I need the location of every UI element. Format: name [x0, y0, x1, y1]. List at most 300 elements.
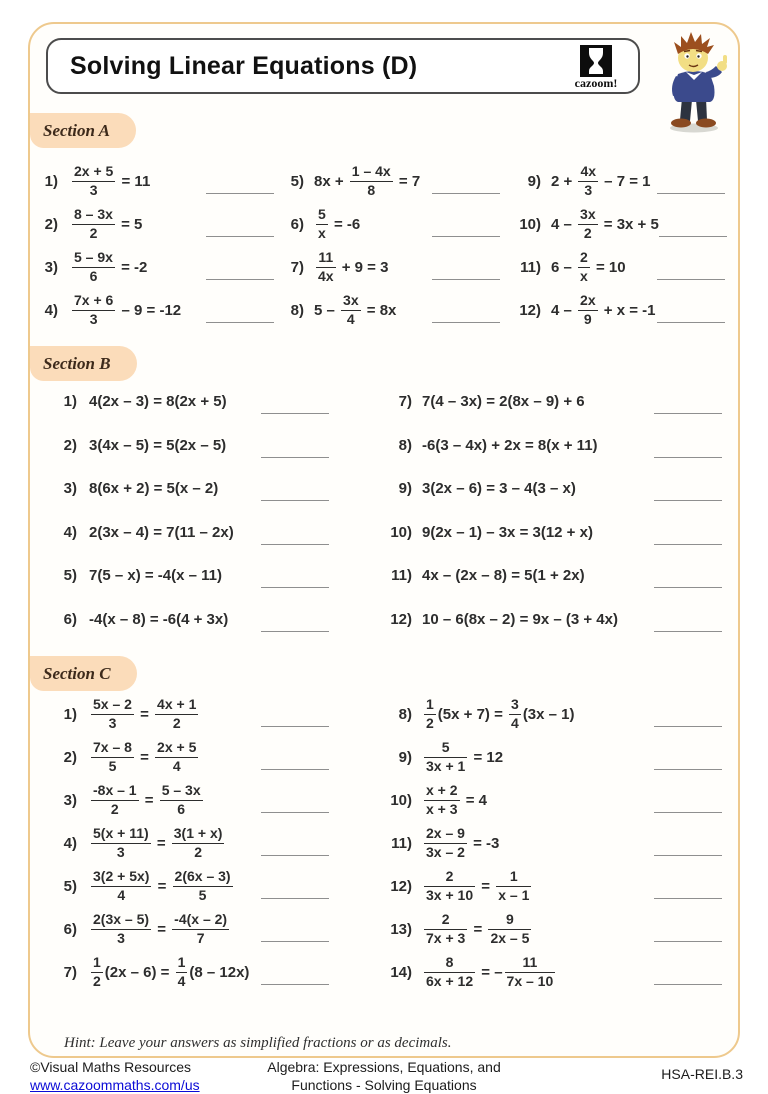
fraction-numerator: 8 — [445, 954, 454, 971]
equation-text: = — [140, 792, 158, 809]
equation-text: -4(x – 8) = -6(4 + 3x) — [89, 610, 229, 628]
equation-text: 8(6x + 2) = 5(x – 2) — [89, 480, 219, 498]
question-number: 7) — [290, 259, 304, 276]
question-row — [55, 424, 329, 468]
answer-blank — [261, 898, 329, 899]
fraction — [424, 869, 475, 904]
fraction-numerator: 2 — [441, 911, 450, 928]
equation-text: 4x – (2x – 8) = 5(1 + 2x) — [422, 567, 585, 585]
equation-text: 2(3x – 4) = 7(11 – 2x) — [89, 523, 234, 541]
answer-blank — [261, 941, 329, 942]
answer-blank — [659, 236, 727, 237]
equation-text: = — [469, 921, 487, 938]
fraction — [91, 826, 151, 861]
fraction-denominator: x — [580, 268, 588, 285]
fraction — [341, 293, 361, 328]
fraction-numerator: 1 – 4x — [351, 163, 391, 180]
question-number: 3) — [63, 480, 77, 498]
question-row — [388, 736, 722, 779]
equation-text: = — [135, 749, 154, 766]
fraction-numerator: 2x + 5 — [74, 163, 114, 180]
question-row — [280, 289, 500, 332]
fraction — [72, 164, 115, 199]
equation-text: 4 – — [551, 216, 577, 233]
answer-blank — [432, 322, 500, 323]
cazoom-logo-icon — [580, 45, 612, 77]
question-row — [55, 693, 329, 736]
fraction-numerator: 2x + 5 — [157, 739, 197, 756]
question-number: 5) — [63, 878, 77, 895]
question-row — [388, 511, 722, 555]
equation — [422, 955, 557, 990]
fraction-denominator: 3 — [89, 311, 98, 328]
equation-text: = 7 — [394, 173, 421, 190]
equation — [551, 164, 650, 199]
question-row — [517, 289, 725, 332]
answer-blank — [261, 769, 329, 770]
answer-blank — [654, 587, 722, 588]
fraction — [72, 293, 115, 328]
question-number: 5) — [63, 567, 77, 585]
question-row — [55, 511, 329, 555]
equation — [422, 393, 585, 410]
equation-text: = 11 — [117, 173, 151, 190]
equation-text: 4(2x – 3) = 8(2x + 5) — [89, 393, 227, 411]
answer-blank — [654, 812, 722, 813]
section-b-column-1 — [55, 380, 329, 641]
answer-blank — [206, 322, 274, 323]
question-row — [388, 693, 722, 736]
equation — [422, 480, 576, 497]
fraction-denominator: 7x + 3 — [426, 930, 466, 947]
equation — [422, 567, 585, 584]
section-a-badge — [30, 113, 136, 148]
fraction-numerator: 5 – 9x — [74, 249, 113, 266]
question-row — [388, 865, 722, 908]
fraction — [488, 912, 531, 947]
fraction-denominator: 2 — [583, 225, 592, 242]
fraction-numerator: 7x + 6 — [74, 292, 114, 309]
fraction-denominator: 3 — [108, 715, 117, 732]
question-row — [517, 160, 725, 203]
fraction-numerator: 5x – 2 — [93, 696, 132, 713]
fraction-denominator: 4 — [346, 311, 355, 328]
question-number: 5) — [290, 173, 304, 190]
equation — [314, 250, 388, 285]
question-row — [280, 203, 500, 246]
answer-blank — [261, 726, 329, 727]
fraction — [424, 740, 467, 775]
fraction-denominator: 3x + 1 — [426, 758, 466, 775]
question-number: 13) — [390, 921, 412, 938]
question-number: 7) — [63, 964, 77, 981]
equation-text: 7(4 – 3x) = 2(8x – 9) + 6 — [422, 393, 585, 411]
section-c-column-1 — [55, 693, 329, 994]
equation — [70, 293, 181, 328]
answer-blank — [654, 726, 722, 727]
answer-blank — [654, 984, 722, 985]
equation-text: 7(5 – x) = -4(x – 11) — [89, 567, 222, 585]
section-b-column-2 — [388, 380, 722, 641]
hint-text: Hint: Leave your answers as simplified fractions or as decimals. — [64, 1035, 452, 1051]
fraction-denominator: 5 — [108, 758, 117, 775]
fraction-denominator: 6 — [177, 801, 186, 818]
equation — [422, 437, 598, 454]
question-number: 11) — [520, 259, 541, 276]
equation-text: = 5 — [116, 216, 143, 233]
equation-text: (2x – 6) = — [104, 964, 174, 981]
fraction-numerator: 3x — [343, 292, 359, 309]
question-row — [388, 424, 722, 468]
equation-text: (5x + 7) = — [437, 706, 508, 723]
equation-text: = 4 — [461, 792, 487, 809]
question-number: 1) — [44, 173, 58, 190]
fraction — [350, 164, 393, 199]
fraction — [172, 912, 229, 947]
equation — [422, 524, 593, 541]
equation — [89, 567, 222, 584]
answer-blank — [654, 855, 722, 856]
fraction-numerator: 3(1 + x) — [173, 825, 223, 842]
question-row — [388, 380, 722, 424]
fraction-denominator: 2 — [110, 801, 119, 818]
equation-text: 5 – — [314, 302, 340, 319]
answer-blank — [261, 544, 329, 545]
answer-blank — [261, 855, 329, 856]
section-a-label: Section A — [43, 120, 110, 140]
fraction — [424, 783, 460, 818]
worksheet-border — [28, 22, 740, 1058]
question-row — [388, 951, 722, 994]
answer-blank — [261, 587, 329, 588]
equation-text: = — [152, 835, 170, 852]
equation — [422, 697, 575, 732]
equation-text: 9(2x – 1) – 3x = 3(12 + x) — [422, 523, 593, 541]
equation-text: = -2 — [116, 259, 148, 276]
equation-text: + x = -1 — [599, 302, 656, 319]
equation-text: = — [153, 921, 171, 938]
answer-blank — [654, 500, 722, 501]
fraction — [424, 912, 467, 947]
fraction-numerator: 1 — [426, 696, 434, 713]
question-number: 10) — [519, 216, 541, 233]
answer-blank — [657, 279, 725, 280]
fraction-numerator: -8x – 1 — [93, 782, 137, 799]
question-number: 4) — [63, 835, 77, 852]
answer-blank — [206, 236, 274, 237]
fraction — [496, 869, 531, 904]
answer-blank — [654, 941, 722, 942]
section-b-label: Section B — [43, 353, 111, 373]
fraction-denominator: 8 — [367, 182, 376, 199]
mascot-illustration — [648, 28, 740, 134]
fraction-numerator: 2 — [445, 868, 454, 885]
section-a-column-1 — [38, 160, 274, 332]
equation-text: 10 – 6(8x – 2) = 9x – (3 + 4x) — [422, 610, 618, 628]
equation — [89, 437, 226, 454]
answer-blank — [432, 193, 500, 194]
question-number: 12) — [519, 302, 541, 319]
fraction-denominator: 2x – 5 — [490, 930, 530, 947]
question-number: 6) — [63, 610, 77, 628]
equation — [70, 207, 142, 242]
fraction-numerator: 4x — [580, 163, 597, 180]
fraction — [91, 912, 151, 947]
fraction — [578, 293, 598, 328]
equation — [89, 783, 205, 818]
fraction-denominator: 2 — [194, 844, 202, 861]
fraction-numerator: 5 – 3x — [161, 782, 201, 799]
equation-text: = 3x + 5 — [599, 216, 659, 233]
fraction-numerator: 2 — [580, 249, 588, 266]
fraction — [578, 207, 598, 242]
answer-blank — [206, 193, 274, 194]
answer-blank — [261, 631, 329, 632]
equation-text: (8 – 12x) — [189, 964, 250, 981]
question-number: 6) — [290, 216, 304, 233]
fraction-numerator: 1 — [177, 954, 186, 971]
equation — [422, 869, 533, 904]
equation — [70, 250, 147, 285]
equation — [89, 955, 249, 990]
question-number: 6) — [63, 921, 77, 938]
equation-text: 8x + — [314, 173, 348, 190]
equation — [422, 783, 487, 818]
fraction-numerator: 3(2 + 5x) — [93, 868, 150, 885]
standard-code: HSA-REI.B.3 — [661, 1066, 743, 1082]
answer-blank — [657, 193, 725, 194]
equation-text: = 12 — [469, 749, 504, 766]
question-row — [388, 822, 722, 865]
fraction — [160, 783, 203, 818]
section-c-label: Section C — [43, 663, 111, 683]
fraction-numerator: 2(3x – 5) — [93, 911, 150, 928]
fraction — [316, 250, 336, 285]
fraction-numerator: 5(x + 11) — [93, 825, 149, 842]
answer-blank — [261, 984, 329, 985]
question-number: 2) — [63, 749, 77, 766]
fraction — [578, 250, 590, 285]
question-number: 1) — [63, 706, 77, 723]
equation-text: = -3 — [468, 835, 500, 852]
footer-topic — [234, 1058, 534, 1094]
question-number: 12) — [390, 878, 412, 895]
fraction — [316, 207, 328, 242]
question-row — [55, 736, 329, 779]
section-a-column-3 — [517, 160, 725, 332]
fraction-numerator: 2x – 9 — [426, 825, 465, 842]
fraction-denominator: 5 — [198, 887, 207, 904]
answer-blank — [261, 500, 329, 501]
fraction-numerator: 11 — [318, 249, 334, 266]
question-number: 12) — [390, 610, 412, 628]
question-number: 14) — [390, 964, 412, 981]
fraction — [91, 740, 134, 775]
equation — [551, 293, 655, 328]
fraction — [155, 740, 198, 775]
equation — [89, 697, 200, 732]
fraction-numerator: 5 — [318, 206, 326, 223]
equation-text: = — [477, 878, 495, 895]
fraction-numerator: -4(x – 2) — [174, 911, 228, 928]
answer-blank — [654, 457, 722, 458]
fraction — [509, 697, 521, 732]
section-c-column-2 — [388, 693, 722, 994]
fraction-denominator: 9 — [583, 311, 592, 328]
question-number: 11) — [391, 567, 412, 585]
answer-blank — [432, 236, 500, 237]
equation — [89, 740, 200, 775]
question-row — [388, 779, 722, 822]
fraction-numerator: 3 — [511, 696, 519, 713]
question-number: 9) — [527, 173, 541, 190]
question-number: 4) — [63, 523, 77, 541]
equation — [422, 826, 499, 861]
fraction-denominator: 4 — [117, 887, 126, 904]
fraction-denominator: 3x – 2 — [426, 844, 465, 861]
equation — [89, 611, 228, 628]
equation — [89, 912, 231, 947]
answer-blank — [654, 769, 722, 770]
question-number: 8) — [290, 302, 304, 319]
fraction-denominator: x – 1 — [498, 887, 530, 904]
fraction-denominator: 3 — [116, 844, 125, 861]
question-row — [55, 779, 329, 822]
question-row — [38, 160, 274, 203]
fraction-numerator: 9 — [506, 911, 514, 928]
fraction-denominator: 7x – 10 — [506, 973, 554, 990]
question-number: 10) — [390, 792, 412, 809]
equation-text: 3(4x – 5) = 5(2x – 5) — [89, 436, 227, 454]
question-number: 9) — [398, 480, 412, 498]
equation-text: – 9 = -12 — [117, 302, 182, 319]
fraction-denominator: 2 — [426, 715, 434, 732]
answer-blank — [657, 322, 725, 323]
fraction-numerator: 5 — [441, 739, 450, 756]
fraction-numerator: 1 — [93, 954, 101, 971]
fraction — [72, 250, 115, 285]
question-row — [55, 554, 329, 598]
answer-blank — [654, 544, 722, 545]
equation-text: + 9 = 3 — [337, 259, 389, 276]
website-link[interactable]: www.cazoommaths.com/us — [30, 1077, 200, 1093]
question-row — [388, 598, 722, 642]
equation-text: = — [153, 878, 171, 895]
question-row — [55, 951, 329, 994]
question-row — [38, 289, 274, 332]
fraction-numerator: x + 2 — [426, 782, 458, 799]
section-c-badge — [30, 656, 137, 691]
answer-blank — [206, 279, 274, 280]
footer-left — [30, 1058, 200, 1094]
equation — [551, 207, 659, 242]
question-row — [55, 822, 329, 865]
fraction-denominator: 2 — [89, 225, 98, 242]
answer-blank — [654, 413, 722, 414]
fraction-numerator: 2x — [580, 292, 596, 309]
question-row — [517, 203, 725, 246]
fraction-denominator: 3 — [89, 182, 98, 199]
question-row — [55, 865, 329, 908]
answer-blank — [654, 898, 722, 899]
equation — [551, 250, 626, 285]
fraction-denominator: 6 — [89, 268, 98, 285]
cazoom-logo-text: cazoom! — [574, 76, 618, 90]
question-row — [280, 246, 500, 289]
answer-blank — [654, 631, 722, 632]
question-row — [38, 246, 274, 289]
fraction-numerator: 11 — [522, 954, 538, 971]
equation-text: = 8x — [362, 302, 397, 319]
footer-topic-line1: Algebra: Expressions, Equations, and — [267, 1059, 501, 1075]
section-b-badge — [30, 346, 137, 381]
copyright-text: ©Visual Maths Resources — [30, 1059, 192, 1075]
fraction-denominator: 3x + 10 — [426, 887, 474, 904]
fraction — [91, 869, 151, 904]
footer-topic-line2: Functions - Solving Equations — [291, 1077, 477, 1093]
fraction — [91, 697, 134, 732]
answer-blank — [261, 812, 329, 813]
question-number: 11) — [391, 835, 412, 852]
equation-text: = -6 — [329, 216, 361, 233]
fraction — [91, 783, 139, 818]
equation — [89, 826, 226, 861]
fraction — [424, 955, 475, 990]
fraction — [176, 955, 188, 990]
fraction-denominator: 3 — [117, 930, 125, 947]
fraction-denominator: 4 — [511, 715, 519, 732]
section-a-column-2 — [280, 160, 500, 332]
equation-text: – 7 = 1 — [600, 173, 651, 190]
fraction — [424, 697, 436, 732]
title-box — [46, 38, 640, 94]
fraction — [173, 869, 233, 904]
question-row — [388, 467, 722, 511]
equation — [89, 524, 234, 541]
question-number: 3) — [63, 792, 77, 809]
fraction-denominator: 4x — [318, 268, 334, 285]
equation-text: = — [135, 706, 154, 723]
equation-text: 2 + — [551, 173, 577, 190]
question-number: 9) — [398, 749, 412, 766]
fraction — [72, 207, 115, 242]
fraction-numerator: 8 – 3x — [74, 206, 113, 223]
equation-text: 4 – — [551, 302, 577, 319]
fraction-numerator: 7x – 8 — [93, 739, 132, 756]
fraction-numerator: 1 — [509, 868, 518, 885]
fraction-denominator: 4 — [177, 973, 186, 990]
fraction-numerator: 2(6x – 3) — [174, 868, 231, 885]
question-number: 4) — [44, 302, 58, 319]
equation-text: = 10 — [591, 259, 626, 276]
equation — [314, 293, 396, 328]
equation — [70, 164, 150, 199]
fraction — [91, 955, 103, 990]
fraction-denominator: 4 — [172, 758, 181, 775]
equation — [422, 912, 533, 947]
question-number: 10) — [390, 523, 412, 541]
answer-blank — [261, 413, 329, 414]
equation-text: = – — [477, 964, 503, 981]
question-row — [55, 598, 329, 642]
equation-text: 3(2x – 6) = 3 – 4(3 – x) — [422, 480, 576, 498]
fraction — [505, 955, 556, 990]
equation-text: (3x – 1) — [522, 706, 575, 723]
equation — [314, 164, 420, 199]
cazoom-logo — [572, 45, 620, 90]
equation-text: -6(3 – 4x) + 2x = 8(x + 11) — [422, 436, 598, 454]
fraction-denominator: 3 — [584, 182, 593, 199]
